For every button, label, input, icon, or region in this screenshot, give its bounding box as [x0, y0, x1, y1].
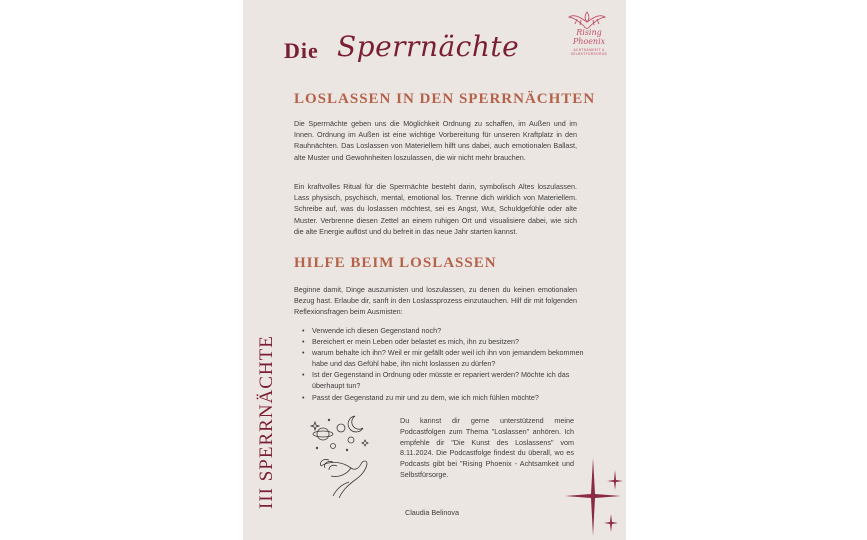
sparkle-stars-icon: [563, 456, 626, 538]
list-item: • Verwende ich diesen Gegenstand noch?: [304, 325, 589, 336]
section2-heading: HILFE BEIM LOSLASSEN: [294, 255, 497, 271]
title-script: Sperrnächte: [337, 30, 520, 63]
section1-paragraph1: Die Sperrnächte geben uns die Möglichkeit Ordnung zu schaffen, im Außen und im Innen. Ordnung im Außen ist eine wichtige Vorbereitung für unseren Kraftplatz in den Rauhnächten. Das Loslassen von Materiellem hilft uns dabei, auch emotionalen Ballast, alte Muster und Gewohnheiten loszulassen, die wir nicht mehr brauchen.: [294, 119, 577, 162]
title-prefix: Die: [284, 38, 319, 63]
reflection-questions-list: [294, 325, 589, 403]
podcast-recommendation: Du kannst dir gerne unterstützend meine Podcastfolgen zum Thema "Loslassen" anhören. Ich empfehle dir "Die Kunst des Loslassens" vom 8.11.2024. Die Podcastfolge findest du überall, wo es Podcasts gibt bei "Rising Phoenix - Achtsamkeit und Selbstfürsorge.: [400, 416, 574, 479]
logo-name: Rising Phoenix: [572, 28, 606, 46]
logo-subtitle: ACHTSAMKEIT & SELBSTFÜRSORGE: [570, 48, 608, 56]
hand-planets-illustration-icon: [303, 408, 393, 504]
list-item: • Ist der Gegenstand in Ordnung oder müsste er repariert werden? Möchte ich das überhaupt tun?: [304, 369, 589, 391]
vertical-page-label: III SPERRNÄCHTE: [256, 335, 277, 509]
author-signature: Claudia Belinova: [405, 508, 459, 517]
list-item: • warum behalte ich ihn? Weil er mir gefällt oder weil ich ihn von jemandem bekommen habe und das Gefühl habe, ihn nicht loslassen zu dürfen?: [304, 347, 589, 369]
section1-paragraph2: Ein kraftvolles Ritual für die Sperrnächte besteht darin, symbolisch Altes loszulassen. Lass physisch, psychisch, mental, emotional los. Trenne dich wirklich von Materiellem. Schreibe auf, was du loslassen möchtest, sei es Angst, Wut, Schuldgefühle oder alte Muster. Verbrenne diesen Zettel an einem ruhigen Ort und visualisiere dabei, wie sich die alte Energie auflöst und du befreit in das neue Jahr starten kannst.: [294, 182, 577, 236]
list-item: • Passt der Gegenstand zu mir und zu dem, wie ich mich fühlen möchte?: [304, 392, 589, 403]
document-page: [243, 0, 626, 540]
section2-intro: Beginne damit, Dinge auszumisten und loszulassen, zu denen du keinen emotionalen Bezug hast. Erlaube dir, sanft in den Loslassprozess einzutauchen. Hilf dir mit folgenden Reflexionsfragen beim Ausmisten:: [294, 285, 577, 317]
section1-heading: LOSLASSEN IN DEN SPERRNÄCHTEN: [294, 91, 596, 107]
list-item: • Bereichert er mein Leben oder belastet es mich, ihn zu besitzen?: [304, 336, 589, 347]
